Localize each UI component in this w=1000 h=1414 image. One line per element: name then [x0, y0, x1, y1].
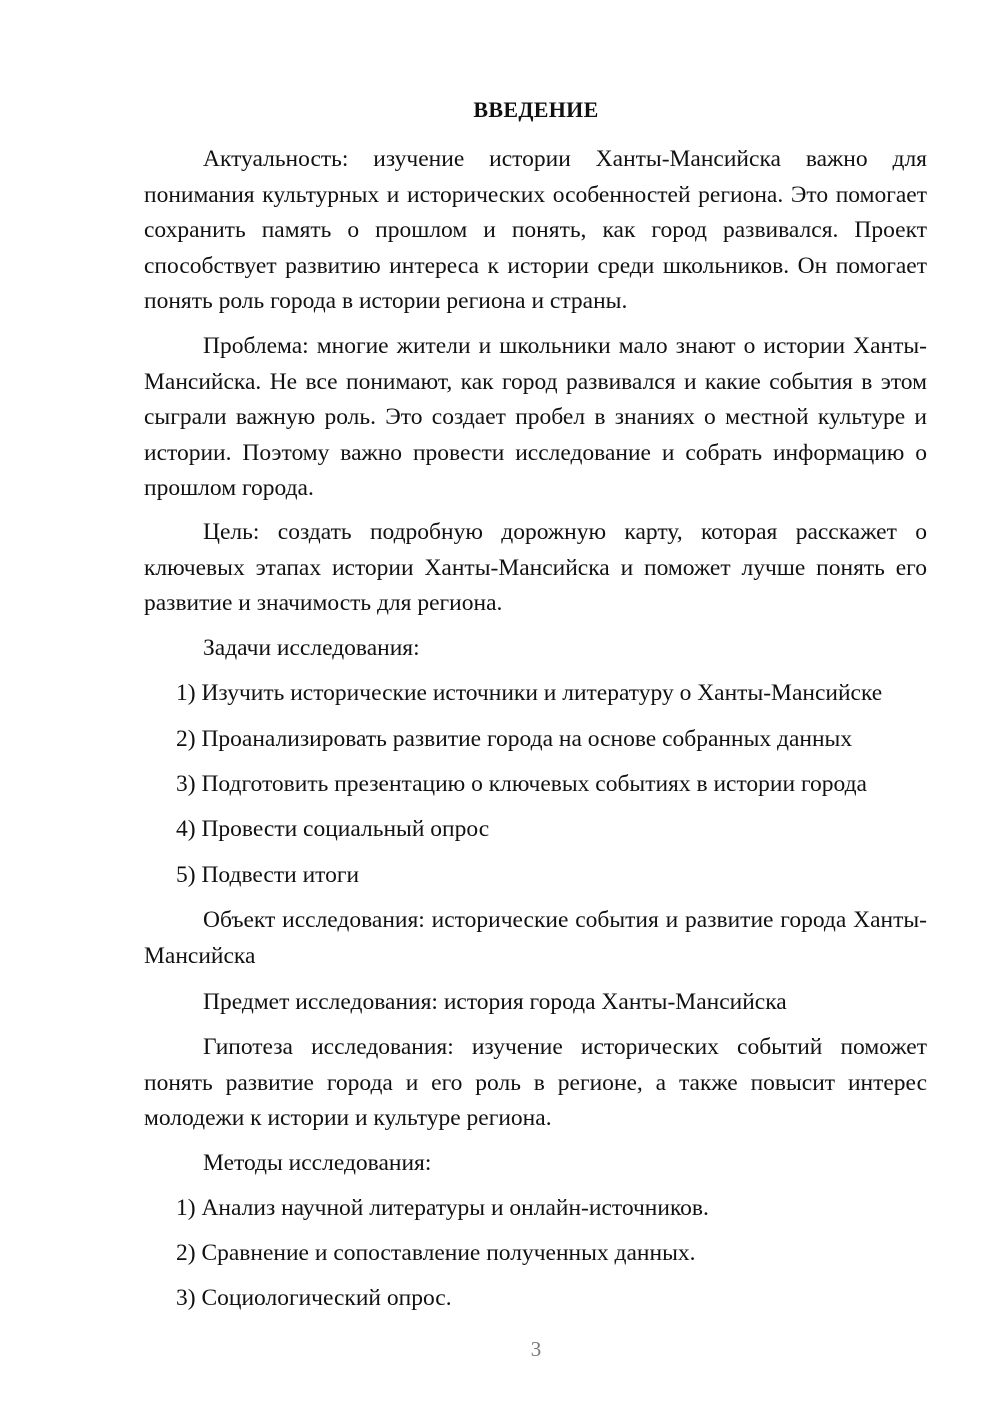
hypothesis-paragraph: Гипотеза исследования: изучение исторических событий поможет понять развитие города и его роль в регионе, а также повысит интерес молодежи к истории и культуре региона. [144, 1034, 927, 1131]
problem-paragraph: Проблема: многие жители и школьники мало знают о истории Ханты-Мансийска. Не все понимают, как город развивался и какие события в этом сыграли важную роль. Это создает пробел в знаниях о местной культуре и истории. Поэтому важно провести исследование и собрать информацию о прошлом города. [144, 333, 927, 501]
page-title: ВВЕДЕНИЕ [473, 97, 599, 122]
object-paragraph: Объект исследования: исторические события и развитие города Ханты-Мансийска [144, 907, 927, 969]
goal-paragraph: Цель: создать подробную дорожную карту, которая расскажет о ключевых этапах истории Ханты-Мансийска и поможет лучше понять его развитие и значимость для региона. [144, 519, 927, 616]
task-item: 1) Изучить исторические источники и литературу о Ханты-Мансийске [176, 680, 883, 706]
methods-heading: Методы исследования: [203, 1150, 432, 1176]
method-item: 1) Анализ научной литературы и онлайн-источников. [176, 1195, 709, 1221]
relevance-paragraph: Актуальность: изучение истории Ханты-Мансийска важно для понимания культурных и исторических особенностей региона. Это помогает сохранить память о прошлом и понять, как город развивался. Проект способствует развитию интереса к истории среди школьников. Он помогает понять роль города в истории региона и страны. [144, 146, 927, 314]
task-item: 2) Проанализировать развитие города на основе собранных данных [176, 726, 853, 752]
method-item: 2) Сравнение и сопоставление полученных данных. [176, 1240, 696, 1266]
page-number: 3 [530, 1337, 542, 1361]
task-item: 5) Подвести итоги [176, 862, 360, 888]
tasks-heading: Задачи исследования: [203, 635, 420, 661]
task-item: 3) Подготовить презентацию о ключевых событиях в истории города [176, 771, 867, 797]
method-item: 3) Социологический опрос. [176, 1285, 452, 1311]
task-item: 4) Провести социальный опрос [176, 816, 490, 842]
subject-paragraph: Предмет исследования: история города Ханты-Мансийска [203, 989, 787, 1015]
